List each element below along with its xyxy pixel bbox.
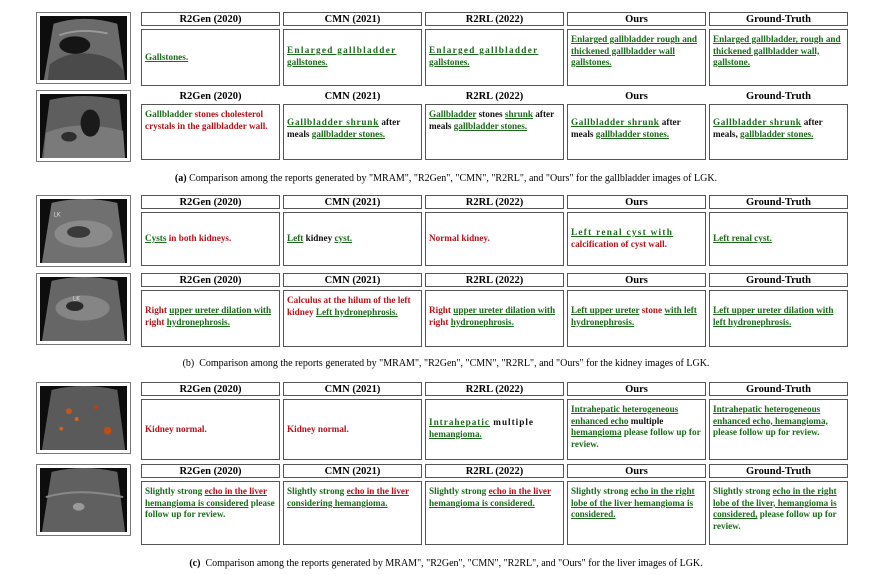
report-r2gen: Kidney normal. bbox=[141, 399, 280, 460]
header-r2gen: R2Gen (2020) bbox=[141, 195, 280, 209]
header-r2rl: R2RL (2022) bbox=[425, 195, 564, 209]
ultrasound-image-gallbladder-2 bbox=[36, 90, 131, 162]
header-r2gen: R2Gen (2020) bbox=[141, 382, 280, 396]
header-cmn: CMN (2021) bbox=[283, 12, 422, 26]
header-ground-truth: Ground-Truth bbox=[709, 382, 848, 396]
svg-text:LK: LK bbox=[72, 296, 80, 303]
header-ground-truth: Ground-Truth bbox=[709, 464, 848, 478]
report-cmn: Enlarged gallbladder gallstones. bbox=[283, 29, 422, 86]
header-r2rl: R2RL (2022) bbox=[465, 91, 524, 102]
report-r2rl: Intrahepatic multiple hemangioma. bbox=[425, 399, 564, 460]
header-ground-truth: Ground-Truth bbox=[709, 273, 848, 287]
report-ground-truth: Enlarged gallbladder, rough and thickened gallbladder wall, gallstone. bbox=[709, 29, 848, 86]
report-cmn: Gallbladder shrunk after meals gallbladder stones. bbox=[283, 104, 422, 160]
report-ground-truth: Intrahepatic heterogeneous enhanced echo, hemangioma, please follow up for review. bbox=[709, 399, 848, 460]
report-cmn: Kidney normal. bbox=[283, 399, 422, 460]
header-ours: Ours bbox=[567, 12, 706, 26]
header-ours: Ours bbox=[567, 195, 706, 209]
panel-liver bbox=[36, 382, 848, 547]
report-r2gen: Cysts in both kidneys. bbox=[141, 212, 280, 266]
report-ours: Slightly strong echo in the right lobe of the liver hemangioma is considered. bbox=[567, 481, 706, 545]
header-ours: Ours bbox=[625, 91, 648, 102]
report-cmn: Calculus at the hilum of the left kidney Left hydronephrosis. bbox=[283, 290, 422, 347]
header-ground-truth: Ground-Truth bbox=[746, 91, 811, 102]
row-kidney-2 bbox=[141, 273, 848, 347]
report-r2rl: Enlarged gallbladder gallstones. bbox=[425, 29, 564, 86]
ultrasound-image-liver-1 bbox=[36, 382, 131, 454]
report-ground-truth: Gallbladder shrunk after meals, gallbladder stones. bbox=[709, 104, 848, 160]
report-ground-truth: Slightly strong echo in the right lobe of the liver, hemangioma is considered, please follow up for review. bbox=[709, 481, 848, 545]
report-ground-truth: Left upper ureter dilation with left hydronephrosis. bbox=[709, 290, 848, 347]
header-ground-truth: Ground-Truth bbox=[709, 195, 848, 209]
report-ours: Gallbladder shrunk after meals gallbladder stones. bbox=[567, 104, 706, 160]
caption-liver: (c) Comparison among the reports generated by MRAM", "R2Gen", "CMN", "R2RL", and "Ours" for the liver images of LGK. bbox=[189, 558, 703, 569]
row-gallbladder-2 bbox=[141, 90, 848, 160]
caption-kidney: (b) Comparison among the reports generated by "MRAM", "R2Gen", "CMN", "R2RL", and "Ours" for the kidney images of LGK. bbox=[182, 358, 710, 369]
report-r2gen: Slightly strong echo in the liver hemangioma is considered please follow up for review. bbox=[141, 481, 280, 545]
row-liver-2 bbox=[141, 464, 848, 545]
report-ours: Left upper ureter stone with left hydronephrosis. bbox=[567, 290, 706, 347]
header-ours: Ours bbox=[567, 273, 706, 287]
report-ours: Enlarged gallbladder rough and thickened gallbladder wall gallstones. bbox=[567, 29, 706, 86]
panel-gallbladder bbox=[36, 12, 848, 162]
header-r2rl: R2RL (2022) bbox=[425, 382, 564, 396]
caption-gallbladder: (a) Comparison among the reports generated by "MRAM", "R2Gen", "CMN", "R2RL", and "Ours" for the gallbladder images of LGK. bbox=[174, 173, 718, 184]
report-cmn: Slightly strong echo in the liver considering hemangioma. bbox=[283, 481, 422, 545]
report-r2rl: Normal kidney. bbox=[425, 212, 564, 266]
header-r2rl: R2RL (2022) bbox=[425, 464, 564, 478]
header-r2rl: R2RL (2022) bbox=[425, 273, 564, 287]
report-ours: Intrahepatic heterogeneous enhanced echo multiple hemangioma please follow up for review. bbox=[567, 399, 706, 460]
report-r2gen: Gallstones. bbox=[141, 29, 280, 86]
header-r2gen: R2Gen (2020) bbox=[141, 12, 280, 26]
report-r2rl: Right upper ureter dilation with right hydronephrosis. bbox=[425, 290, 564, 347]
report-r2rl: Gallbladder stones shrunk after meals gallbladder stones. bbox=[425, 104, 564, 160]
row-gallbladder-1 bbox=[141, 12, 848, 86]
report-r2gen: Gallbladder stones cholesterol crystals in the gallbladder wall. bbox=[141, 104, 280, 160]
svg-text:LK: LK bbox=[53, 212, 61, 219]
report-ours: Left renal cyst with calcification of cyst wall. bbox=[567, 212, 706, 266]
header-ours: Ours bbox=[567, 464, 706, 478]
header-cmn: CMN (2021) bbox=[283, 273, 422, 287]
row-kidney-1 bbox=[141, 195, 848, 266]
report-r2gen: Right upper ureter dilation with right hydronephrosis. bbox=[141, 290, 280, 347]
row-liver-1 bbox=[141, 382, 848, 460]
panel-kidney bbox=[36, 195, 848, 345]
header-r2gen: R2Gen (2020) bbox=[179, 91, 242, 102]
header-r2gen: R2Gen (2020) bbox=[141, 464, 280, 478]
ultrasound-image-kidney-1 bbox=[36, 195, 131, 267]
report-cmn: Left kidney cyst. bbox=[283, 212, 422, 266]
header-ours: Ours bbox=[567, 382, 706, 396]
header-r2rl: R2RL (2022) bbox=[425, 12, 564, 26]
ultrasound-image-liver-2 bbox=[36, 464, 131, 536]
ultrasound-image-gallbladder-1 bbox=[36, 12, 131, 84]
header-cmn: CMN (2021) bbox=[283, 382, 422, 396]
header-cmn: CMN (2021) bbox=[283, 464, 422, 478]
header-cmn: CMN (2021) bbox=[283, 195, 422, 209]
header-cmn: CMN (2021) bbox=[324, 91, 381, 102]
header-ground-truth: Ground-Truth bbox=[709, 12, 848, 26]
report-r2rl: Slightly strong echo in the liver hemangioma is considered. bbox=[425, 481, 564, 545]
header-r2gen: R2Gen (2020) bbox=[141, 273, 280, 287]
ultrasound-image-kidney-2 bbox=[36, 273, 131, 345]
report-ground-truth: Left renal cyst. bbox=[709, 212, 848, 266]
